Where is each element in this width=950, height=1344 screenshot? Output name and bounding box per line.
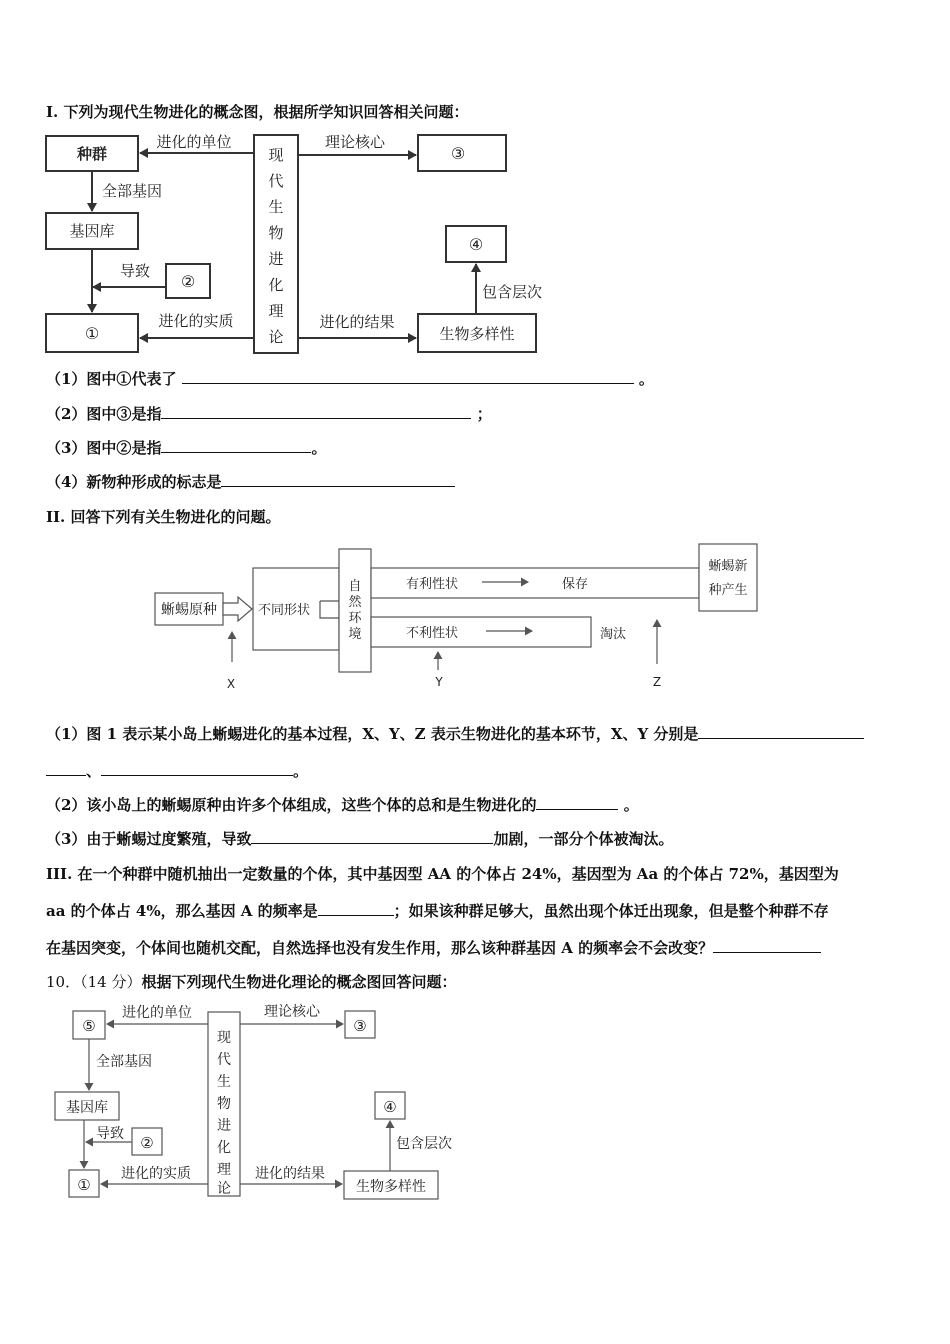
env-char: 环 [348, 611, 362, 626]
center-char: 理 [217, 1162, 231, 1178]
keep-label: 保存 [562, 577, 589, 592]
q1-end: 。 [638, 370, 654, 388]
part2-number: II [46, 508, 61, 526]
part3-text2: aa 的个体占 4%，那么基因 A 的频率是 [46, 902, 318, 920]
circle4-label: ④ [468, 235, 484, 254]
center-char: 代 [268, 172, 284, 190]
gene-pool-label-2: 基因库 [66, 1100, 108, 1116]
center-char: 论 [217, 1181, 231, 1197]
q10-number: 10．（14 分） [46, 973, 142, 991]
biodiversity-label-2: 生物多样性 [356, 1179, 426, 1195]
unit-label: 进化的单位 [156, 133, 232, 151]
part3-text1: . 在一个种群中随机抽出一定数量的个体，其中基因型 AA 的个体占 24%，基因型为 Aa 的个体占 72%，基因型为 [67, 865, 839, 883]
essence-label-2: 进化的实质 [121, 1166, 191, 1182]
traits-label: 不同形状 [258, 603, 311, 618]
core-label: 理论核心 [324, 133, 386, 151]
circle5-label: ⑤ [82, 1017, 96, 1035]
essence-label: 进化的实质 [158, 312, 234, 330]
q10-text: 根据下列现代生物进化理论的概念图回答问题： [141, 973, 457, 991]
all-genes-label: 全部基因 [102, 182, 163, 200]
p2q3-end: 加剧，一部分个体被淘汰。 [493, 830, 674, 848]
eliminate-label: 淘汰 [600, 627, 627, 642]
center-char: 生 [268, 198, 284, 216]
x-label: X [226, 677, 236, 691]
circle1-label: ① [84, 324, 100, 343]
p2q1-text: （1）图 1 表示某小岛上蜥蜴进化的基本过程，X、Y、Z 表示生物进化的基本环节，X、Y 分别是 [46, 725, 699, 743]
favorable-label: 有利性状 [406, 577, 459, 592]
new-species-line1: 蜥蜴新 [708, 559, 748, 574]
y-label: Y [435, 675, 443, 689]
q3-end: 。 [311, 439, 327, 457]
center-char: 现 [217, 1030, 231, 1046]
center-char: 化 [217, 1140, 231, 1156]
q3-text: （3）图中②是指 [46, 439, 162, 457]
circle3-label-2: ③ [353, 1017, 367, 1035]
new-species-line2: 种产生 [708, 583, 748, 598]
center-char: 理 [268, 302, 284, 320]
circle2-label: ② [180, 272, 196, 291]
result-label-2: 进化的结果 [255, 1166, 325, 1182]
part3-text4: 在基因突变，个体间也随机交配，自然选择也没有发生作用，那么该种群基因 A 的频率会不会改变？ [46, 939, 714, 957]
env-char: 境 [348, 627, 362, 642]
all-genes-label-2: 全部基因 [96, 1054, 152, 1070]
circle4-label-2: ④ [383, 1098, 397, 1116]
biodiversity-label: 生物多样性 [439, 325, 515, 343]
p2q2-text: （2）该小岛上的蜥蜴原种由许多个体组成，这些个体的总和是生物进化的 [46, 796, 537, 814]
causes-label-2: 导致 [96, 1126, 124, 1142]
circle2-label-2: ② [140, 1134, 154, 1152]
population-label: 种群 [76, 145, 108, 163]
center-char: 论 [268, 328, 284, 346]
q2-text: （2）图中③是指 [46, 405, 162, 423]
part3-text3: ；如果该种群足够大，虽然出现个体迁出现象，但是整个种群不存 [393, 902, 829, 920]
env-char: 自 [348, 579, 362, 594]
q1-text: （1）图中①代表了 [46, 370, 177, 388]
center-char: 进 [217, 1118, 231, 1134]
q4-text: （4）新物种形成的标志是 [46, 473, 222, 491]
center-char: 物 [217, 1096, 231, 1112]
p2q1-end: 。 [293, 762, 309, 780]
gene-pool-label: 基因库 [69, 222, 115, 240]
part1-heading-text: . 下列为现代生物进化的概念图，根据所学知识回答相关问题： [53, 103, 469, 121]
part2-heading-text: . 回答下列有关生物进化的问题。 [60, 508, 281, 526]
includes-label-2: 包含层次 [396, 1136, 452, 1152]
center-char: 进 [268, 250, 284, 268]
center-char: 现 [268, 146, 284, 164]
p2q2-end: 。 [623, 796, 639, 814]
part3-number: III [46, 865, 68, 883]
result-label: 进化的结果 [319, 313, 395, 331]
part1-number: I [46, 103, 54, 121]
center-char: 物 [268, 224, 284, 242]
center-char: 化 [268, 276, 284, 294]
center-char: 生 [217, 1074, 231, 1090]
unit-label-2: 进化的单位 [122, 1005, 192, 1021]
includes-label: 包含层次 [482, 283, 543, 301]
z-label: Z [652, 675, 662, 689]
core-label-2: 理论核心 [264, 1004, 320, 1020]
env-char: 然 [348, 595, 362, 610]
causes-label: 导致 [120, 262, 151, 280]
original-species-label: 蜥蜴原种 [161, 602, 217, 618]
unfavorable-label: 不利性状 [406, 626, 459, 641]
circle3-label: ③ [450, 144, 466, 163]
q2-end: ； [476, 405, 492, 423]
center-char: 代 [217, 1052, 231, 1068]
p2q1-sep: 、 [86, 762, 102, 780]
circle1-label-2: ① [77, 1176, 91, 1194]
p2q3-text: （3）由于蜥蜴过度繁殖，导致 [46, 830, 252, 848]
